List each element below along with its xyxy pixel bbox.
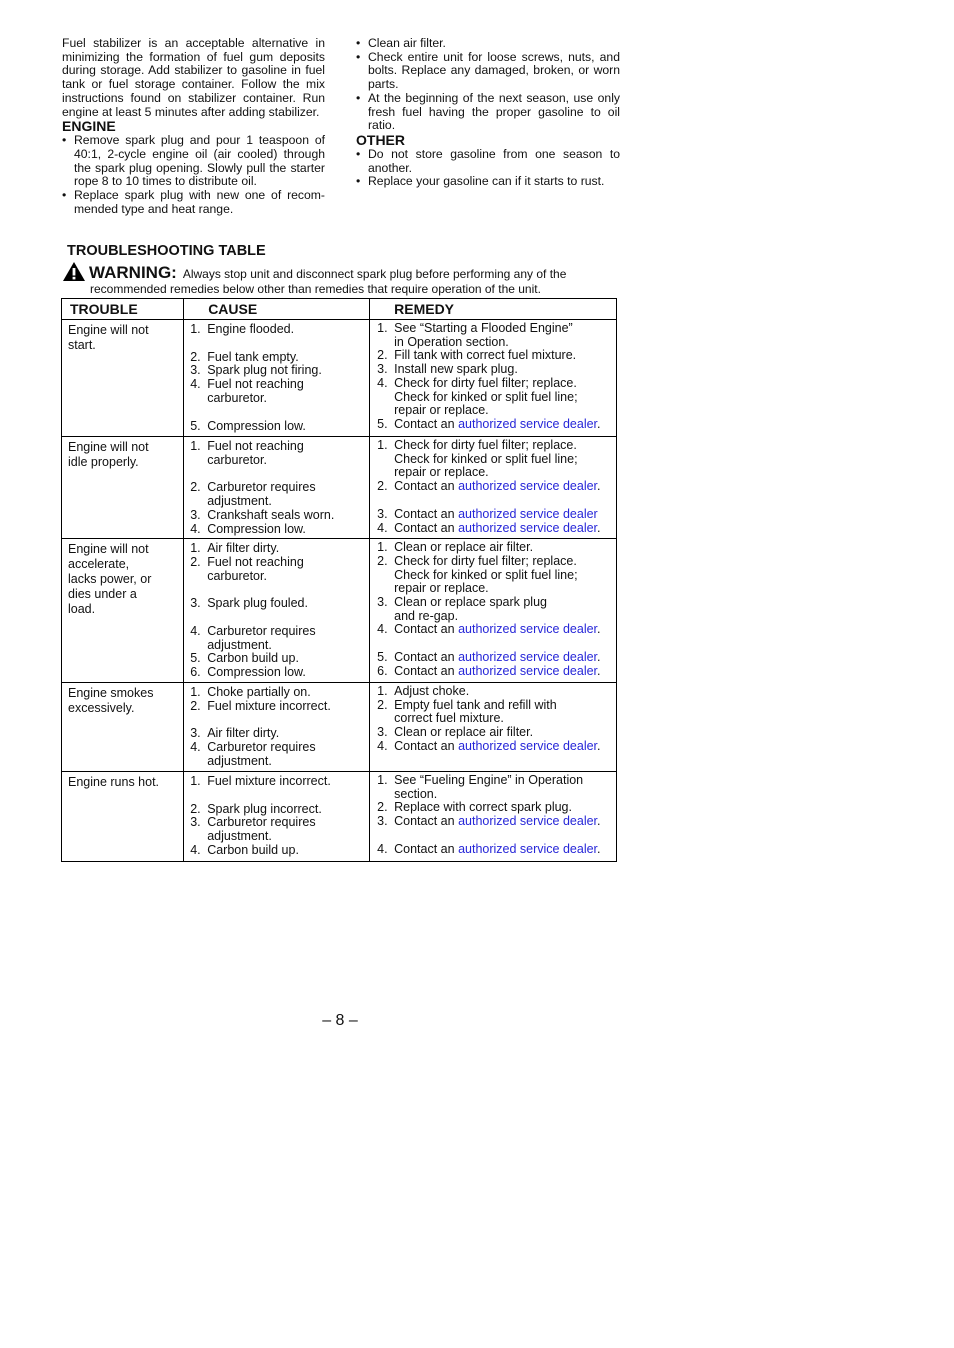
cause-item (190, 597, 365, 611)
item-text (394, 363, 518, 377)
troubleshooting-table (61, 298, 617, 862)
item-line: Fill tank with correct fuel mixture. (394, 348, 577, 363)
trouble-cell (62, 682, 184, 771)
item-text (207, 700, 331, 714)
item-number: 1. (190, 322, 201, 336)
item-text (207, 727, 279, 741)
item-number: 5. (377, 650, 388, 665)
item-number: 1. (377, 540, 388, 555)
remedy-item (377, 623, 612, 637)
item-line: Replace with correct spark plug. (394, 800, 572, 815)
item-text (207, 420, 306, 434)
item-number: 1. (377, 683, 388, 698)
item-text (207, 686, 311, 700)
item-number: 4. (377, 738, 388, 753)
remedy-item (377, 439, 612, 480)
remedy-item (377, 322, 612, 349)
engine-heading: ENGINE (62, 118, 116, 135)
trouble-cell (62, 437, 184, 539)
item-line: Carburetor requires (207, 815, 316, 830)
table-row (62, 771, 617, 861)
item-line: repair or replace. (394, 465, 489, 480)
contact-suffix: . (597, 738, 601, 753)
other-heading: OTHER (356, 131, 405, 148)
item-line: Spark plug fouled. (207, 596, 308, 611)
spacer (190, 337, 365, 351)
item-text (207, 666, 306, 680)
remedy-cell (370, 320, 617, 437)
remedy-item (377, 651, 612, 665)
item-number: 1. (190, 684, 201, 699)
item-text (394, 685, 469, 699)
contact-prefix: Contact an (394, 506, 459, 521)
remedy-item (377, 843, 612, 857)
remedy-cell (370, 771, 617, 861)
cause-item (190, 440, 365, 467)
cause-item (190, 666, 365, 680)
item-text (394, 439, 577, 480)
engine-item: • Remove spark plug and pour 1 teaspoon of 40:1, 2-cycle engine oil (air cooled) through the spark plug opening. Slowly pull the starter rope 8 to 10 times to distribute oil. (62, 134, 325, 189)
header-cause: CAUSE (184, 299, 370, 320)
item-text (394, 801, 572, 815)
item-line: Check for kinked or split fuel line; (394, 389, 578, 404)
trouble-line: Engine will not (68, 440, 149, 454)
item-line: Carburetor requires (207, 624, 316, 639)
item-line: Clean or replace air filter. (394, 724, 534, 739)
item-line: Install new spark plug. (394, 362, 518, 377)
trouble-line: Engine runs hot. (68, 774, 160, 789)
item-text (394, 322, 573, 349)
spacer (377, 829, 612, 843)
item-text (207, 556, 304, 583)
item-line: Fuel tank empty. (207, 349, 299, 364)
item-text (207, 364, 322, 378)
cause-item (190, 775, 365, 789)
contact-prefix: Contact an (394, 622, 459, 637)
cause-item (190, 686, 365, 700)
item-line: Empty fuel tank and refill with (394, 697, 557, 712)
item-text (394, 541, 533, 555)
cause-item (190, 556, 365, 583)
item-number: 3. (190, 726, 201, 741)
remedy-item (377, 363, 612, 377)
trouble-line: excessively. (68, 700, 135, 715)
item-line: adjustment. (207, 828, 272, 843)
item-text (207, 844, 299, 858)
item-number: 2. (190, 801, 201, 816)
authorized-dealer-link[interactable]: authorized service dealer (458, 479, 598, 494)
item-text (394, 699, 557, 726)
item-number: 2. (377, 800, 388, 815)
item-line: Clean or replace air filter. (394, 540, 534, 555)
cause-item (190, 509, 365, 523)
item-text (207, 652, 299, 666)
item-text (207, 440, 304, 467)
item-text (394, 774, 583, 801)
item-line: See “Starting a Flooded Engine” (394, 321, 573, 335)
spacer (377, 637, 612, 651)
remedy-item (377, 685, 612, 699)
contact-suffix: . (597, 650, 601, 665)
item-text (207, 509, 334, 523)
cause-cell (184, 771, 370, 861)
authorized-dealer-link[interactable]: authorized service dealer (458, 813, 598, 828)
item-text (394, 418, 600, 432)
item-line: adjustment. (207, 494, 272, 509)
item-number: 1. (190, 439, 201, 453)
contact-suffix: . (597, 622, 601, 637)
cause-item (190, 816, 365, 843)
item-line: carburetor. (207, 390, 267, 405)
cause-item (190, 420, 365, 434)
item-text (394, 522, 600, 536)
item-text (394, 596, 547, 623)
cause-item (190, 727, 365, 741)
item-number: 3. (377, 595, 388, 610)
item-number: 3. (377, 506, 388, 521)
contact-prefix: Contact an (394, 813, 459, 828)
remedy-item (377, 665, 612, 679)
item-text (207, 542, 279, 556)
cause-cell (184, 539, 370, 683)
item-line: repair or replace. (394, 581, 489, 596)
cause-item (190, 700, 365, 714)
item-number: 3. (190, 507, 201, 522)
item-number: 2. (190, 554, 201, 569)
item-text (394, 726, 533, 740)
item-text (207, 803, 322, 817)
remedy-item (377, 555, 612, 596)
item-line: and re-gap. (394, 608, 459, 623)
spacer (190, 583, 365, 597)
item-text (207, 775, 331, 789)
item-line: Air filter dirty. (207, 541, 280, 556)
item-number: 6. (190, 665, 201, 680)
item-line: Compression low. (207, 418, 306, 433)
authorized-dealer-link[interactable]: authorized service dealer (458, 841, 598, 856)
item-number: 1. (377, 772, 388, 787)
item-text (394, 480, 600, 494)
contact-suffix: . (597, 841, 601, 856)
cause-item (190, 323, 365, 337)
cause-item (190, 364, 365, 378)
item-number: 3. (190, 815, 201, 830)
trouble-cell (62, 771, 184, 861)
item-number: 6. (377, 663, 388, 678)
item-number: 1. (377, 438, 388, 452)
item-number: 4. (377, 622, 388, 637)
item-number: 1. (377, 321, 388, 335)
item-number: 2. (190, 349, 201, 364)
page-number: – 8 – (322, 1012, 358, 1029)
contact-prefix: Contact an (394, 663, 459, 678)
storage-item: • Clean air filter. (356, 37, 620, 51)
item-line: Fuel mixture incorrect. (207, 773, 331, 788)
remedy-item (377, 596, 612, 623)
item-text (394, 665, 600, 679)
other-item: • Replace your gasoline can if it starts to rust. (356, 175, 620, 189)
trouble-line: lacks power, or (68, 572, 152, 587)
item-line: Choke partially on. (207, 684, 311, 699)
remedy-item (377, 377, 612, 418)
item-number: 4. (190, 521, 201, 536)
trouble-line: Engine will not (68, 323, 149, 337)
warning-text-line2: recommended remedies below other than remedies that require operation of the unit. (90, 282, 541, 296)
item-line: Clean or replace spark plug (394, 595, 547, 610)
cause-cell (184, 320, 370, 437)
spacer (377, 494, 612, 508)
cause-cell (184, 437, 370, 539)
trouble-line: accelerate, (68, 557, 130, 572)
table-row (62, 682, 617, 771)
remedy-cell (370, 539, 617, 683)
item-text (394, 843, 600, 857)
header-trouble: TROUBLE (62, 299, 184, 320)
cause-item (190, 378, 365, 405)
warning-triangle-icon (62, 261, 86, 282)
contact-prefix: Contact an (394, 738, 459, 753)
table-header-row (62, 299, 617, 320)
warning-label: WARNING: (89, 263, 177, 282)
cause-item (190, 741, 365, 768)
item-line: Fuel not reaching (207, 377, 304, 392)
trouble-cell (62, 320, 184, 437)
item-line: Engine flooded. (207, 322, 295, 336)
item-line: Crankshaft seals worn. (207, 507, 335, 522)
spacer (190, 713, 365, 727)
trouble-line: Engine smokes (68, 685, 154, 700)
item-number: 5. (190, 418, 201, 433)
trouble-line: dies under a (68, 587, 137, 602)
remedy-item (377, 726, 612, 740)
item-text (207, 816, 315, 843)
remedy-item (377, 418, 612, 432)
remedy-cell (370, 682, 617, 771)
item-line: Check for dirty fuel filter; replace. (394, 375, 577, 390)
trouble-line: load. (68, 602, 96, 617)
cause-item (190, 652, 365, 666)
item-number: 4. (190, 842, 201, 857)
warning-text-line1: Always stop unit and disconnect spark plug before performing any of the (182, 267, 567, 281)
authorized-dealer-link[interactable]: authorized service dealer (458, 738, 598, 753)
item-line: Spark plug incorrect. (207, 801, 322, 816)
contact-suffix: . (597, 813, 601, 828)
item-text (394, 740, 600, 754)
remedy-item (377, 801, 612, 815)
item-line: Carburetor requires (207, 480, 316, 495)
item-text (394, 815, 600, 829)
cause-item (190, 523, 365, 537)
remedy-item (377, 349, 612, 363)
item-text (207, 351, 298, 365)
item-line: carburetor. (207, 452, 267, 467)
item-number: 2. (190, 480, 201, 495)
engine-list (62, 134, 325, 216)
authorized-dealer-link[interactable]: authorized service dealer (458, 650, 598, 665)
trouble-line: Engine will not (68, 542, 149, 557)
trouble-line: idle properly. (68, 455, 139, 469)
item-text (394, 555, 577, 596)
warning-notice (62, 261, 618, 297)
remedy-item (377, 541, 612, 555)
item-line: Fuel mixture incorrect. (207, 698, 331, 713)
item-text (394, 651, 600, 665)
item-number: 3. (377, 813, 388, 828)
contact-prefix: Contact an (394, 841, 459, 856)
contact-suffix: . (597, 416, 601, 431)
item-number: 3. (377, 362, 388, 377)
item-line: Fuel not reaching (207, 439, 304, 453)
cause-item (190, 542, 365, 556)
item-line: adjustment. (207, 637, 272, 652)
item-line: Adjust choke. (394, 683, 470, 698)
item-line: adjustment. (207, 753, 272, 768)
item-number: 1. (190, 541, 201, 556)
item-number: 4. (190, 739, 201, 754)
cause-cell (184, 682, 370, 771)
item-line: Compression low. (207, 521, 306, 536)
item-number: 5. (377, 416, 388, 431)
troubleshooting-title: TROUBLESHOOTING TABLE (67, 243, 266, 259)
other-list (356, 148, 620, 189)
item-text (394, 508, 598, 522)
item-text (207, 481, 315, 508)
left-column (62, 37, 325, 216)
cause-item (190, 351, 365, 365)
item-text (207, 523, 306, 537)
spacer (190, 611, 365, 625)
remedy-item (377, 480, 612, 494)
contact-suffix: . (597, 663, 601, 678)
cause-item (190, 625, 365, 652)
remedy-item (377, 522, 612, 536)
right-column (356, 37, 620, 189)
item-number: 1. (190, 773, 201, 788)
item-number: 2. (377, 479, 388, 494)
item-number: 4. (377, 375, 388, 390)
header-remedy: REMEDY (370, 299, 617, 320)
cause-item (190, 481, 365, 508)
item-line: Check for dirty fuel filter; replace. (394, 438, 577, 452)
item-line: carburetor. (207, 568, 267, 583)
table-row (62, 539, 617, 683)
item-text (207, 378, 304, 405)
remedy-item (377, 699, 612, 726)
other-item: • Do not store gasoline from one season to another. (356, 148, 620, 175)
item-number: 3. (190, 363, 201, 378)
cause-item (190, 844, 365, 858)
stabilizer-paragraph: Fuel stabilizer is an acceptable alternative in minimizing the formation of fuel gum deposits during storage. Add stabilizer to gasoline in fuel tank or fuel storage container. Follow the mix instructions found on stabilizer container. Run engine at least 5 minutes after adding stabilizer. (62, 36, 325, 119)
trouble-cell (62, 539, 184, 683)
item-text (394, 349, 576, 363)
item-number: 2. (377, 348, 388, 363)
authorized-dealer-link[interactable]: authorized service dealer (458, 663, 598, 678)
authorized-dealer-link[interactable]: authorized service dealer (458, 622, 598, 637)
authorized-dealer-link[interactable]: authorized service dealer (458, 506, 598, 521)
item-number: 4. (190, 624, 201, 639)
contact-prefix: Contact an (394, 520, 459, 535)
item-line: Check for kinked or split fuel line; (394, 567, 578, 582)
item-line: Carbon build up. (207, 842, 299, 857)
storage-list (356, 37, 620, 133)
spacer (190, 467, 365, 481)
item-line: Check for dirty fuel filter; replace. (394, 553, 577, 568)
storage-item: • Check entire unit for loose screws, nuts, and bolts. Replace any damaged, broken, or worn parts. (356, 51, 620, 92)
spacer (190, 789, 365, 803)
item-line: Fuel not reaching (207, 554, 304, 569)
item-line: Carbon build up. (207, 651, 299, 666)
item-text (394, 377, 577, 418)
item-line: Compression low. (207, 665, 306, 680)
table-body (62, 320, 617, 862)
storage-item: • At the beginning of the next season, use only fresh fuel having the proper gasoline to oil ratio. (356, 92, 620, 133)
item-line: section. (394, 786, 438, 801)
item-line: Air filter dirty. (207, 726, 280, 741)
item-number: 5. (190, 651, 201, 666)
item-line: repair or replace. (394, 403, 489, 418)
remedy-cell (370, 437, 617, 539)
item-number: 3. (377, 724, 388, 739)
trouble-line: start. (68, 338, 96, 352)
item-number: 2. (190, 698, 201, 713)
contact-prefix: Contact an (394, 650, 459, 665)
item-line: in Operation section. (394, 334, 509, 349)
item-number: 4. (377, 841, 388, 856)
contact-suffix: . (597, 520, 601, 535)
item-line: Spark plug not firing. (207, 363, 322, 378)
item-line: correct fuel mixture. (394, 711, 504, 726)
item-text (207, 597, 308, 611)
item-text (207, 323, 294, 337)
item-number: 2. (377, 697, 388, 712)
remedy-item (377, 815, 612, 829)
contact-prefix: Contact an (394, 479, 459, 494)
table-row (62, 437, 617, 539)
engine-item: • Replace spark plug with new one of recom-mended type and heat range. (62, 189, 325, 216)
contact-suffix: . (597, 479, 601, 494)
contact-prefix: Contact an (394, 416, 459, 431)
item-number: 3. (190, 596, 201, 611)
item-number: 2. (377, 553, 388, 568)
remedy-item (377, 774, 612, 801)
remedy-item (377, 740, 612, 754)
item-line: Check for kinked or split fuel line; (394, 451, 578, 466)
table-row (62, 320, 617, 437)
item-text (394, 623, 600, 637)
item-text (207, 741, 315, 768)
remedy-item (377, 508, 612, 522)
item-number: 4. (377, 520, 388, 535)
item-line: Carburetor requires (207, 739, 316, 754)
item-text (207, 625, 315, 652)
authorized-dealer-link[interactable]: authorized service dealer (458, 520, 598, 535)
cause-item (190, 803, 365, 817)
spacer (190, 406, 365, 420)
item-line: See “Fueling Engine” in Operation (394, 772, 584, 787)
authorized-dealer-link[interactable]: authorized service dealer (458, 416, 598, 431)
item-number: 4. (190, 377, 201, 392)
